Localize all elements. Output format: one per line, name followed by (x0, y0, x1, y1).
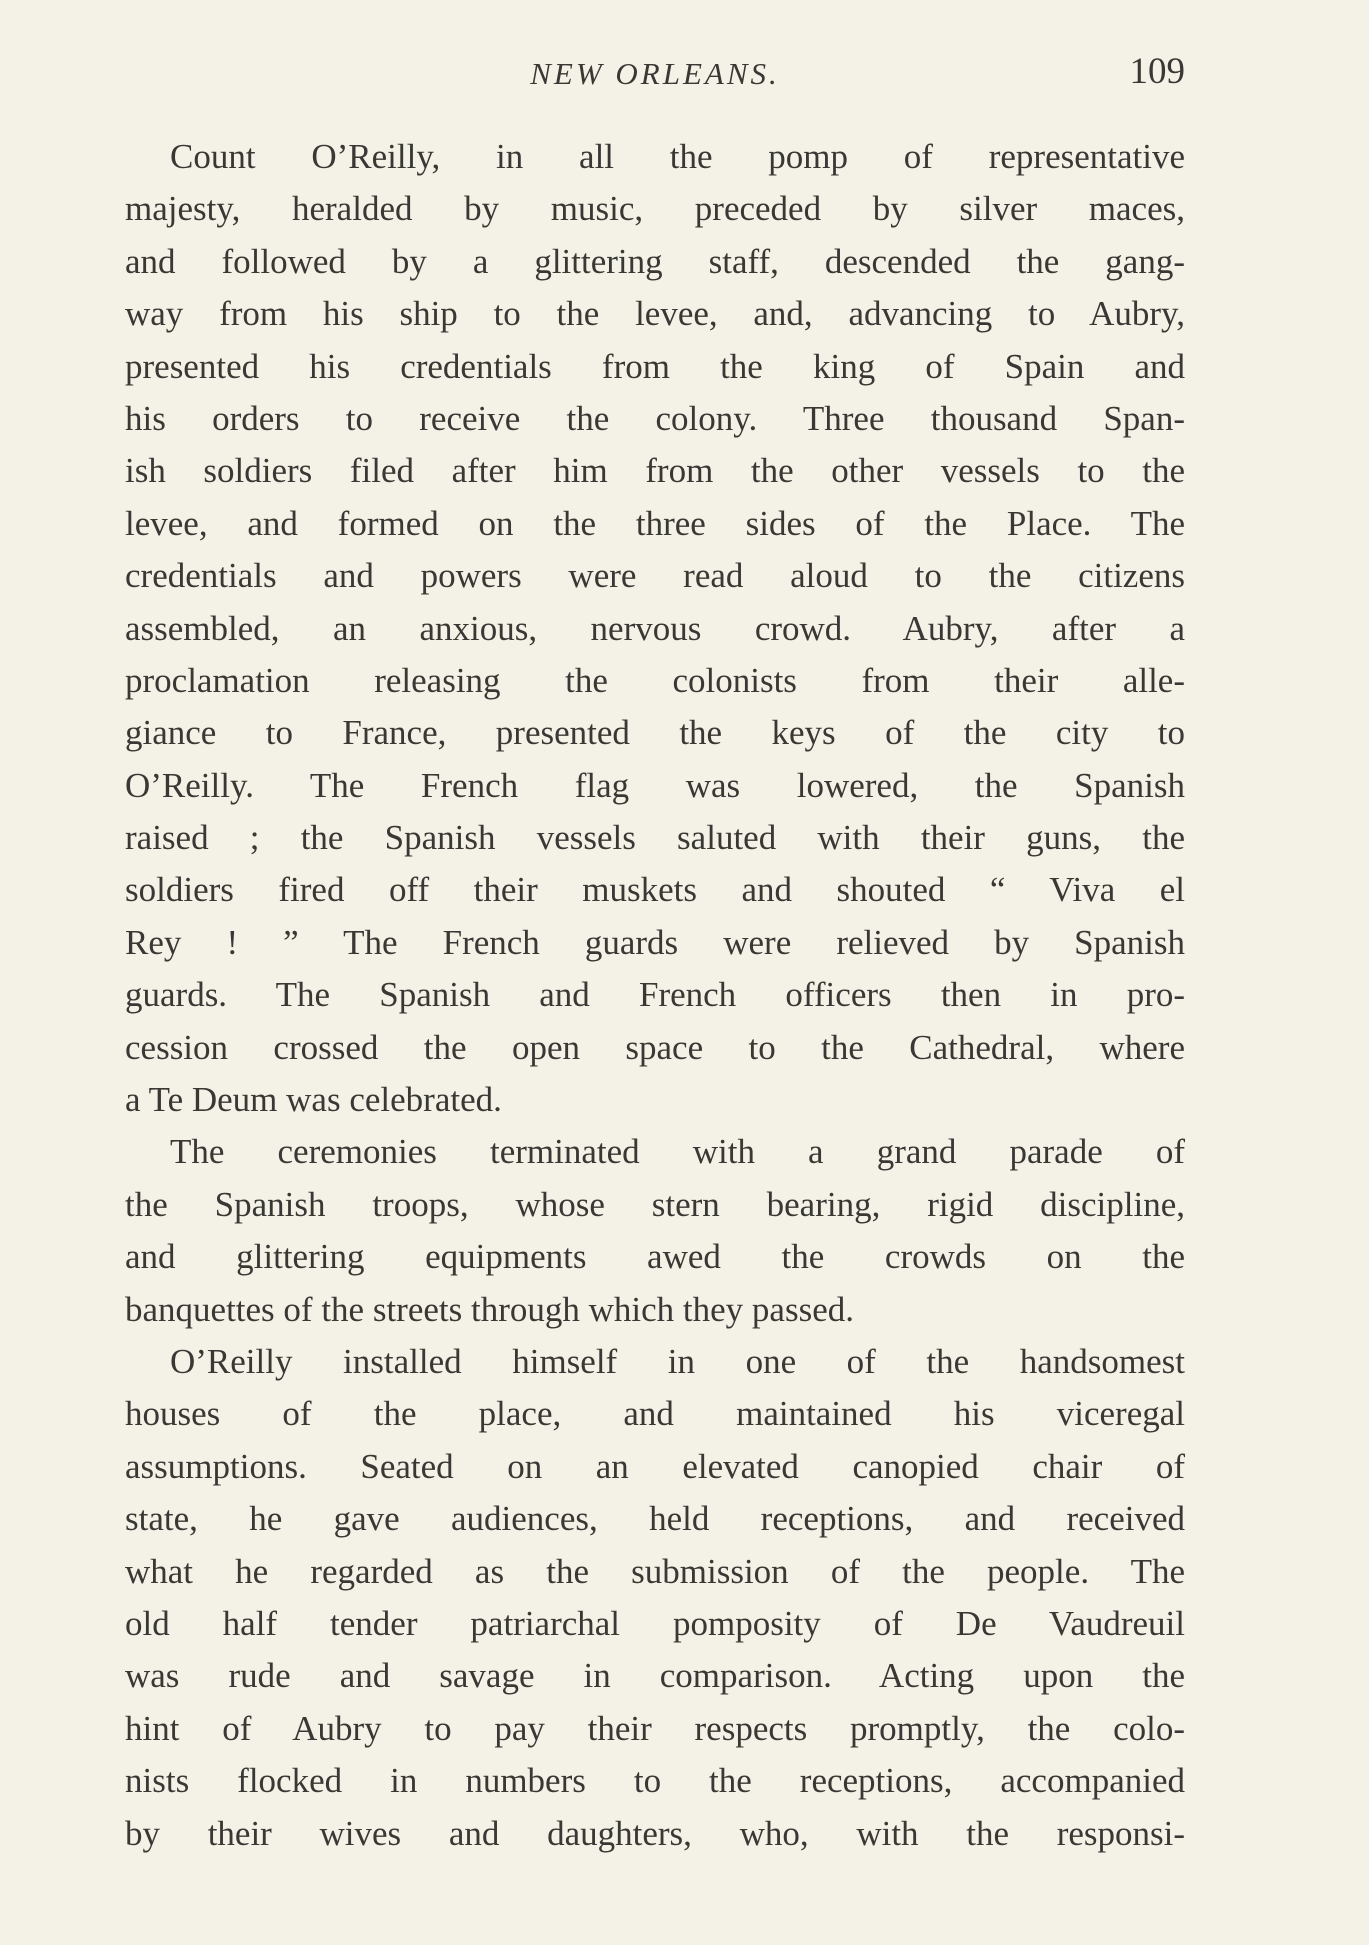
text-line: giance to France, presented the keys of the city to (125, 713, 1185, 753)
text-line: proclamation releasing the colonists from their alle- (125, 660, 1185, 700)
text-line: assembled, an anxious, nervous crowd. Aubry, after a (125, 608, 1185, 648)
text-line: nists flocked in numbers to the receptions, accompanied (125, 1761, 1185, 1801)
text-line: majesty, heralded by music, preceded by silver maces, (125, 189, 1185, 229)
text-line: cession crossed the open space to the Cathedral, where (125, 1027, 1185, 1067)
text-line: and followed by a glittering staff, descended the gang- (125, 241, 1185, 281)
text-line: Rey ! ” The French guards were relieved by Spanish (125, 922, 1185, 962)
text-line: levee, and formed on the three sides of the Place. The (125, 503, 1185, 543)
text-line: banquettes of the streets through which they passed. (125, 1289, 854, 1329)
text-line: and glittering equipments awed the crowds on the (125, 1237, 1185, 1277)
page-number: 109 (1129, 51, 1185, 92)
text-line: assumptions. Seated on an elevated canopied chair of (125, 1446, 1185, 1486)
text-line: what he regarded as the submission of the people. The (125, 1551, 1185, 1591)
text-line: soldiers fired off their muskets and shouted “ Viva el (125, 870, 1185, 910)
text-line: a Te Deum was celebrated. (125, 1080, 502, 1120)
text-line: old half tender patriarchal pomposity of De Vaudreuil (125, 1603, 1185, 1643)
text-line: was rude and savage in comparison. Acting upon the (125, 1656, 1185, 1696)
text-line: raised ; the Spanish vessels saluted with their guns, the (125, 818, 1185, 858)
text-line: hint of Aubry to pay their respects promptly, the colo- (125, 1708, 1185, 1748)
text-line: Count O’Reilly, in all the pomp of representative (170, 137, 1185, 176)
text-line: houses of the place, and maintained his viceregal (125, 1394, 1185, 1434)
text-line: presented his credentials from the king of Spain and (125, 346, 1185, 386)
text-line: O’Reilly installed himself in one of the handsomest (170, 1341, 1185, 1381)
running-title: NEW ORLEANS. (530, 56, 780, 91)
text-line: O’Reilly. The French flag was lowered, the Spanish (125, 765, 1185, 805)
text-line: way from his ship to the levee, and, advancing to Aubry, (125, 294, 1185, 334)
text-line: credentials and powers were read aloud to the citizens (125, 556, 1185, 596)
text-line: ish soldiers filed after him from the other vessels to the (125, 451, 1185, 491)
text-line: his orders to receive the colony. Three thousand Span- (125, 398, 1185, 438)
text-line: guards. The Spanish and French officers then in pro- (125, 975, 1185, 1015)
body-text (125, 131, 1185, 1860)
text-line: the Spanish troops, whose stern bearing, rigid discipline, (125, 1184, 1185, 1224)
text-line: state, he gave audiences, held receptions, and received (125, 1499, 1185, 1539)
text-line: The ceremonies terminated with a grand parade of (170, 1132, 1185, 1172)
running-head (125, 50, 1185, 100)
text-line: by their wives and daughters, who, with the responsi- (125, 1813, 1185, 1853)
